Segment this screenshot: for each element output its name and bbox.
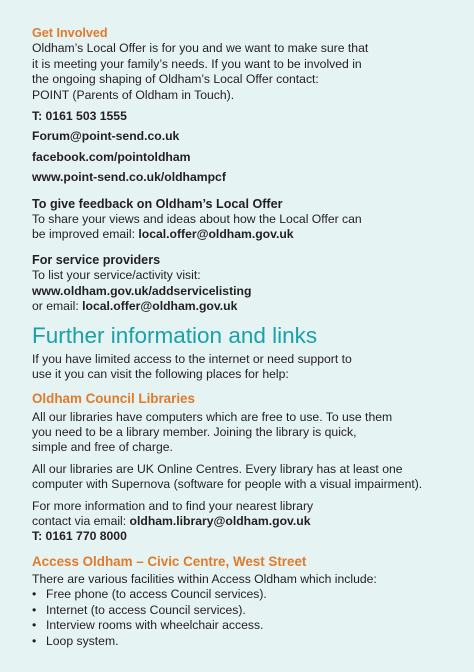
get-involved-line-3: the ongoing shaping of Oldham’s Local Offer contact:	[32, 72, 319, 87]
list-item: • Internet (to access Council services).	[32, 603, 452, 619]
providers-line-1: To list your service/activity visit:	[32, 268, 201, 283]
libraries-p2-line-1: All our libraries are UK Online Centres. Every library has at least one	[32, 461, 403, 476]
get-involved-line-4: POINT (Parents of Oldham in Touch).	[32, 87, 235, 102]
libraries-p1-line-1: All our libraries have computers which are free to use. To use them	[32, 409, 393, 424]
access-oldham-heading: Access Oldham – Civic Centre, West Street	[32, 553, 307, 569]
feedback-line-1: To share your views and ideas about how the Local Offer can	[32, 211, 362, 226]
libraries-p3-line-1: For more information and to find your nearest library	[32, 498, 314, 513]
libraries-heading: Oldham Council Libraries	[32, 390, 195, 406]
providers-heading: For service providers	[32, 253, 161, 268]
access-oldham-intro: There are various facilities within Access Oldham which include:	[32, 571, 377, 586]
list-item: • Loop system.	[32, 634, 452, 650]
feedback-email-link[interactable]: local.offer@oldham.gov.uk	[138, 227, 294, 242]
list-item: • Interview rooms with wheelchair access.	[32, 618, 452, 634]
document-body	[32, 26, 452, 650]
point-email-link[interactable]: Forum@point-send.co.uk	[32, 129, 180, 144]
access-facilities-list	[32, 587, 452, 649]
libraries-p3-line-2	[32, 514, 452, 529]
libraries-phone: T: 0161 770 8000	[32, 529, 127, 544]
further-intro-2: use it you can visit the following places for help:	[32, 367, 289, 382]
providers-email-link[interactable]: local.offer@oldham.gov.uk	[82, 299, 238, 314]
libraries-p2-line-2: computer with Supernova (software for people with a visual impairment).	[32, 477, 423, 492]
feedback-line-2	[32, 227, 452, 242]
point-phone: T: 0161 503 1555	[32, 109, 127, 124]
feedback-email-prefix: be improved email:	[32, 227, 139, 242]
feedback-heading: To give feedback on Oldham’s Local Offer	[32, 196, 283, 211]
libraries-email-link[interactable]: oldham.library@oldham.gov.uk	[129, 513, 311, 528]
get-involved-line-1: Oldham’s Local Offer is for you and we want to make sure that	[32, 41, 369, 56]
further-intro-1: If you have limited access to the internet or need support to	[32, 351, 352, 366]
libraries-p1-line-2: you need to be a library member. Joining the library is quick,	[32, 424, 357, 439]
point-website-link[interactable]: www.point-send.co.uk/oldhampcf	[32, 170, 226, 185]
further-info-title: Further information and links	[32, 322, 318, 348]
providers-line-3	[32, 299, 452, 314]
list-item: • Free phone (to access Council services).	[32, 587, 452, 603]
libraries-email-prefix: contact via email:	[32, 513, 130, 528]
point-facebook-link[interactable]: facebook.com/pointoldham	[32, 149, 191, 164]
providers-url-link[interactable]: www.oldham.gov.uk/addservicelisting	[32, 283, 252, 298]
libraries-p1-line-3: simple and free of charge.	[32, 440, 173, 455]
get-involved-line-2: it is meeting your family’s needs. If you want to be involved in	[32, 56, 362, 71]
get-involved-heading: Get Involved	[32, 26, 108, 40]
providers-email-prefix: or email:	[32, 299, 83, 314]
